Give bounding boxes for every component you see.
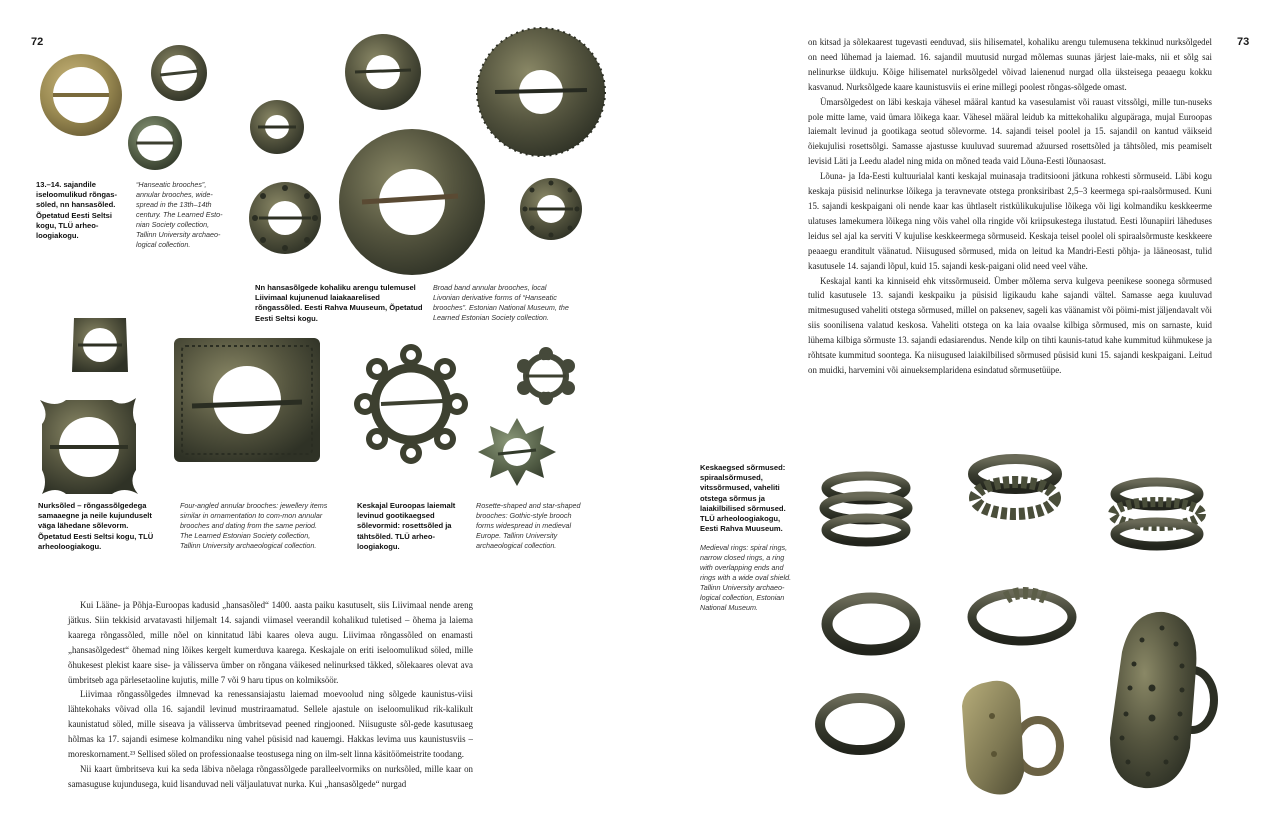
page-number-left: 72 (31, 36, 44, 48)
brooch-broad-band-2-image (343, 32, 423, 112)
right-paragraph-3: Lõuna- ja Ida-Eesti kultuurialal kanti keskajal muinasaja traditsiooni jätkuna rohkesti sõrmuseid. Läbi kogu keskaja püsisid nelinurkse lõikega ja teravnevate otstega pronksiribast 2,5–3 keermega spi-raalsõrmused. Kuni 15. sajandi keskpaigani oli nende kaar kas ühtlaselt ristkülikukujulise lõikega või ligi kolmandiku keskkeerme ulatuses lamekumera lõikega ning võis vahel olla ringide või kriipsukestega ilustatud. Eesti lõunapiiri läheduses leidus sel ajal ka serviti V kujulise keskkeermega sõrmuseid. Keskaja teisel poolel oli spiraalsõrmuste keskkeere peaaegu eranditult väänatud. Niisugused sõrmused, mida on leitud ka Mandri-Eesti põhja- ja lääneosast, tulid kasutusele 14. sajandi lõpul, kuid 15. sajandi kesk-paigani olid need veel vähe. (808, 171, 1212, 271)
caption-four-angled-et: Nurksõled – rõngassõlgedega samaaegne ja neile kujunduselt väga lähedane sõlevorm. Õpetatud Eesti Seltsi kogu, TLÜ arheoloogiakogu. (38, 501, 154, 551)
caption-rings-et: Keskaegsed sõrmused: spiraalsõrmused, vitssõrmused, vaheliti otstega sõrmus ja laiakilbilised sõrmused. TLÜ arheoloogiakogu, Eesti Rahva Muuseum. (700, 463, 786, 534)
left-paragraph-1: Kui Lääne- ja Põhja-Euroopas kadusid „hansasõled“ 1400. aasta paiku kasutuselt, siis Liivimaal nende areng jätkus. Siin tekkisid arvatavasti hiljemalt 14. sajandi viimasel veerandil kohalikud tuletised – õhema ja laiema kaarega rõngassõled, mille nõel on kinnitatud läbi kaares oleva augu. Liivimaa rõngassõled on enamasti „hansasõlgedest“ õhemad ning lõikes kergelt kumerduva kaarega. Keskajale on eriti iseloomulikud söled, mille õhukesest plekist kaare sise- ja välisserva ümber on rõngana väikesed nelinurksed täkked, sõlekaares olevat ava ümbritseb aga pärlesetaoline kujutis, mille 7 või 9 haru tipus on kolmiksöör. (68, 600, 473, 685)
ring-overlapping-ends-image (966, 584, 1078, 650)
caption-broad-band-en: Broad band annular brooches, local Livonian derivative forms of “Hanseatic brooches”. Estonian National Museum, the Learned Estonian Society collection. (433, 283, 569, 322)
ring-spiral-2-image (1108, 476, 1206, 554)
right-paragraph-1: on kitsad ja sõlekaarest tugevasti eenduvad, siis hilisematel, kohaliku arengu tulemusena tekkinud nurksõlgedel on need lühemad ja laiemad. 16. sajandil muutusid nurgad mõlemas suunas järjest laie-maks, nii et sõlg sai nelinurkse üldkuju. Kõige hilisematel nurksõlgedel võivad laienenud nurgad olla üksteisega peaaegu kokku kasvanud. Nurksõlgede kaare kaunistusviis ei erine millegi poolest rõngas-sõlgede omast. (808, 37, 1212, 92)
caption-broad-band-et: Nn hansasõlgede kohaliku arengu tulemusel Liivimaal kujunenud laiakaarelised rõngassõled. Eesti Rahva Muuseum, Õpetatud Eesti Seltsi kogu. (255, 283, 423, 323)
brooch-four-angled-large-image (172, 336, 322, 464)
brooch-rosette-small-image (516, 348, 576, 404)
left-paragraph-3: Nii kaart ümbritseva kui ka seda läbiva nõelaga rõngassõlgede paralleelvormiks on nurksõled, mille kaar on samasuguse kujundusega, kuid lisanduvad neli väljaulatuvat nurka. Kui „hansasõlgede“ nurgad (68, 763, 473, 789)
brooch-rosette-large-image (355, 343, 467, 465)
right-body-text (808, 35, 1212, 378)
brooch-hanseatic-2-image (148, 42, 210, 104)
page-number-right: 73 (1237, 36, 1250, 48)
brooch-broad-band-1-image (248, 98, 306, 156)
ring-shield-large-image (1104, 608, 1220, 792)
brooch-broad-band-6-image (518, 176, 584, 242)
brooch-hanseatic-1-image (36, 50, 126, 140)
brooch-broad-band-3-image (475, 26, 607, 158)
right-paragraph-2: Ümarsõlgedest on läbi keskaja vähesel määral kantud ka vasesulamist või rauast vitssõlgi, mille tun-nuseks pole mitte lame, vaid ümara lõikega kaar. Vähesel määral leidub ka mittekohaliku algupäraga, mujal Euroopas laiemalt levinud ja gootikaga seotud sõlevorme. 14. sajandi teisel poolel ja 15. sajandil on kantud väikseid õiekujulisi rosettsõlgi. Samasse ajastusse kuuluvad suuremad ažuursed rosettsõled ja tähtsõled, mis peamiselt levisid Läti ja Leedu aladel ning mida on mõned teada vaid Lõuna-Eesti lõunaosast. (808, 96, 1212, 167)
caption-hanseatic-en: “Hanseatic brooches”, annular brooches, wide-spread in the 13th–14th century. The Learned Esto-nian Society collection, Tallinn University archaeo-logical collection. (136, 180, 223, 249)
caption-hanseatic-et: 13.–14. sajandile iseloomulikud rõngas-söled, nn hansasõled. Õpetatud Eesti Seltsi kogu, TLÜ arheo-loogiakogu. (36, 180, 118, 241)
left-paragraph-2: Liivimaa rõngassõlgedes ilmnevad ka renessansiajastu laiemad moevoolud ning sõlgede kaunistus-viisi lähtekohaks võivad olla 16. sajandil levinud mustriraamatud. Sellele ajastule on iseloomulikud rik-kalikult kaunistatud söled, mille siseava ja välisserva ümbritsevad peened ringjooned. Niisuguste sõl-gede kasutusaeg hõlmas ka 17. sajandi esimese kolmandiku ning vahel püsisid nad kauemgi. Hakkas levima uus kaunistusviis – moreskornament.²³ Sellised söled on professionaalse teostusega ning on ilm-selt linna käsitöömeistrite toodang. (68, 689, 473, 760)
brooch-broad-band-5-image (336, 126, 488, 278)
caption-rosette-en: Rosette-shaped and star-shaped brooches: Gothic-style brooch forms widespread in medieval Europe. Tallinn University archaeological collection. (476, 501, 581, 550)
brooch-four-angled-medium-image (36, 394, 142, 500)
right-paragraph-4: Keskajal kanti ka kinniseid ehk vitssõrmuseid. Ümber mõlema serva kulgeva peenikese soonega sõrmused tulid kasutusele 13. sajandi keskpaiku ja püsisid ligikaudu kahe sajandi vältel. Samasse aega kuuluvad mitmesugused vaheliti otstega sõrmused, millel on paksenev, sageli kas väänamist või pöimi-mist jäljendavalt või siis soonilisena valatud keskosa. Vaheliti otstega on ka laia ovaalse kilbiga sõrmused, mis on sarnaste, kuid lühema kilbiga sõrmuste 13. sajandi edasiarendus. Nende kilp on tihti kaunis-tatud kahe kummitud kühmukese ja rõhtsate kummitud soontega. Ka niisugused laiakilbilised sõrmused püsisid kuni 15. sajandi keskpaigani. Leitud on muidki, harvemini või ainueksemplaridena esindatud sõrmusetüüpe. (808, 275, 1212, 375)
ring-closed-1-image (822, 590, 920, 658)
caption-four-angled-en: Four-angled annular brooches: jewellery items similar in ornamentation to com-mon annular brooches and dating from the same period. The Learned Estonian Society collection, Tallinn University archaeological collection. (180, 501, 328, 550)
ring-closed-2-image (814, 690, 906, 758)
brooch-four-angled-small-image (68, 314, 132, 376)
brooch-star-image (476, 416, 558, 488)
caption-rings-en: Medieval rings: spiral rings, narrow closed rings, a ring with overlapping ends and rings with a wide oval shield. Tallinn University archaeo-logical collection, Estonian National Museum. (700, 543, 792, 612)
ring-shield-gold-image (958, 676, 1064, 800)
caption-rosette-et: Keskajal Euroopas laiemalt levinud gootikaegsed sõlevormid: rosettsõled ja tähtsõled. TLÜ arheo-loogiakogu. (357, 501, 456, 551)
brooch-hanseatic-3-image (126, 114, 184, 172)
left-body-text (68, 598, 473, 792)
ring-spiral-1-image (820, 470, 912, 552)
ring-spiral-twisted-image (966, 452, 1064, 532)
brooch-broad-band-4-image (247, 180, 323, 256)
